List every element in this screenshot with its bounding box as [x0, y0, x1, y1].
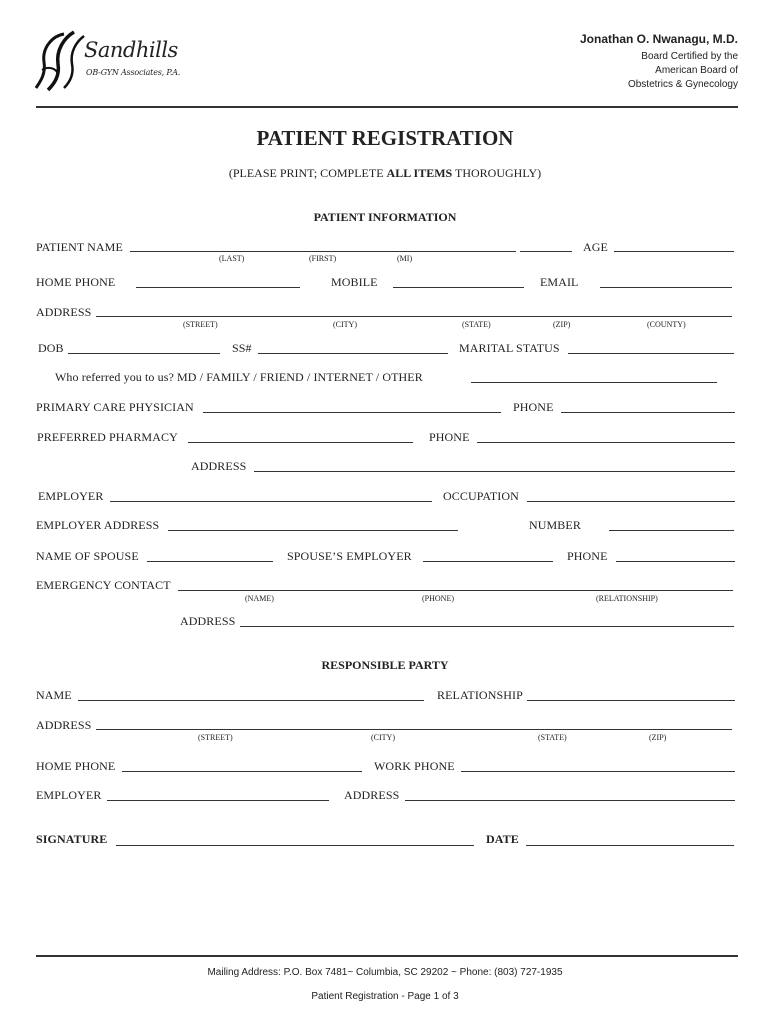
sub-rp-zip: (ZIP): [649, 733, 667, 742]
label-home-phone: HOME PHONE: [36, 275, 116, 289]
label-signature: SIGNATURE: [36, 832, 108, 846]
field-patient-name[interactable]: [130, 251, 516, 252]
label-address: ADDRESS: [36, 305, 92, 319]
sub-relationship: (RELATIONSHIP): [596, 594, 658, 603]
label-responsible-home-phone: HOME PHONE: [36, 759, 116, 773]
field-home-phone[interactable]: [136, 287, 300, 288]
logo-subtitle: OB-GYN Associates, P.A.: [86, 68, 181, 77]
field-email[interactable]: [600, 287, 732, 288]
sub-county: (COUNTY): [647, 320, 686, 329]
field-pharmacy-address[interactable]: [254, 471, 735, 472]
label-employer-address: EMPLOYER ADDRESS: [36, 518, 160, 532]
field-emergency-address[interactable]: [240, 626, 734, 627]
label-preferred-pharmacy: PREFERRED PHARMACY: [37, 430, 178, 444]
section-heading-responsible: RESPONSIBLE PARTY: [321, 658, 449, 672]
label-referral: Who referred you to us? MD / FAMILY / FRIEND / INTERNET / OTHER: [55, 370, 423, 384]
certification-line-2: American Board of: [655, 65, 738, 76]
sub-name: (NAME): [245, 594, 274, 603]
label-mobile: MOBILE: [331, 275, 378, 289]
field-date[interactable]: [526, 845, 734, 846]
field-patient-name-mi[interactable]: [520, 251, 572, 252]
instructions-bold: ALL ITEMS: [386, 166, 453, 180]
sub-rp-street: (STREET): [198, 733, 233, 742]
label-email: EMAIL: [540, 275, 579, 289]
label-patient-name: PATIENT NAME: [36, 240, 123, 254]
label-relationship: RELATIONSHIP: [437, 688, 523, 702]
certification-line-1: Board Certified by the: [641, 51, 738, 62]
label-spouse-employer: SPOUSE’S EMPLOYER: [287, 549, 412, 563]
field-signature[interactable]: [116, 845, 474, 846]
label-spouse-name: NAME OF SPOUSE: [36, 549, 139, 563]
sub-zip: (ZIP): [553, 320, 571, 329]
logo-name: Sandhills: [84, 38, 178, 62]
label-emergency-address: ADDRESS: [180, 614, 236, 628]
label-occupation: OCCUPATION: [443, 489, 519, 503]
field-employer-address[interactable]: [168, 530, 458, 531]
footer-divider: [36, 955, 738, 957]
field-employer[interactable]: [110, 501, 432, 502]
sub-street: (STREET): [183, 320, 218, 329]
label-responsible-address: ADDRESS: [36, 718, 92, 732]
field-responsible-employer[interactable]: [107, 800, 329, 801]
field-mobile[interactable]: [393, 287, 524, 288]
instructions: [0, 166, 770, 181]
label-pharmacy-address: ADDRESS: [191, 459, 247, 473]
label-primary-care-physician: PRIMARY CARE PHYSICIAN: [36, 400, 194, 414]
field-emergency-contact[interactable]: [178, 590, 733, 591]
field-occupation[interactable]: [527, 501, 735, 502]
sub-mi: (MI): [397, 254, 413, 263]
instructions-pre: (PLEASE PRINT; COMPLETE: [228, 166, 387, 180]
sub-rp-city: (CITY): [371, 733, 395, 742]
label-marital-status: MARITAL STATUS: [459, 341, 560, 355]
label-emergency-contact: EMERGENCY CONTACT: [36, 578, 171, 592]
certification-line-3: Obstetrics & Gynecology: [627, 79, 738, 90]
field-pharmacy-phone[interactable]: [477, 442, 735, 443]
field-responsible-employer-address[interactable]: [405, 800, 735, 801]
label-spouse-phone: PHONE: [567, 549, 608, 563]
field-responsible-home-phone[interactable]: [122, 771, 362, 772]
field-preferred-pharmacy[interactable]: [188, 442, 413, 443]
label-pcp-phone: PHONE: [513, 400, 554, 414]
label-dob: DOB: [38, 341, 64, 355]
field-relationship[interactable]: [527, 700, 735, 701]
field-spouse-phone[interactable]: [616, 561, 735, 562]
footer-page-number: Patient Registration - Page 1 of 3: [311, 991, 459, 1002]
label-responsible-name: NAME: [36, 688, 72, 702]
field-age[interactable]: [614, 251, 734, 252]
field-spouse-name[interactable]: [147, 561, 273, 562]
sub-city: (CITY): [333, 320, 357, 329]
section-heading-patient: PATIENT INFORMATION: [313, 210, 457, 224]
field-employer-number[interactable]: [609, 530, 734, 531]
label-responsible-employer-address: ADDRESS: [344, 788, 400, 802]
field-dob[interactable]: [68, 353, 220, 354]
sub-phone: (PHONE): [422, 594, 454, 603]
label-responsible-work-phone: WORK PHONE: [374, 759, 455, 773]
field-primary-care-physician[interactable]: [203, 412, 501, 413]
footer-mailing-address: Mailing Address: P.O. Box 7481~ Columbia, SC 29202 ~ Phone: (803) 727-1935: [207, 967, 563, 978]
label-employer: EMPLOYER: [38, 489, 104, 503]
label-employer-number: NUMBER: [529, 518, 581, 532]
header-divider: [36, 106, 738, 108]
instructions-post: THOROUGHLY): [452, 166, 542, 180]
field-spouse-employer[interactable]: [423, 561, 553, 562]
doctor-name: Jonathan O. Nwanagu, M.D.: [579, 32, 738, 46]
label-age: AGE: [583, 240, 608, 254]
field-responsible-address[interactable]: [96, 729, 732, 730]
field-referral-other[interactable]: [471, 382, 717, 383]
field-responsible-name[interactable]: [78, 700, 424, 701]
practice-logo: [34, 30, 204, 92]
page-title: PATIENT REGISTRATION: [256, 126, 514, 150]
sub-rp-state: (STATE): [538, 733, 567, 742]
field-address[interactable]: [96, 316, 732, 317]
label-date: DATE: [486, 832, 519, 846]
label-responsible-employer: EMPLOYER: [36, 788, 102, 802]
field-responsible-work-phone[interactable]: [461, 771, 735, 772]
field-pcp-phone[interactable]: [561, 412, 735, 413]
label-pharmacy-phone: PHONE: [429, 430, 470, 444]
sub-state: (STATE): [462, 320, 491, 329]
field-ssn[interactable]: [258, 353, 448, 354]
field-marital-status[interactable]: [568, 353, 734, 354]
label-ssn: SS#: [232, 341, 252, 355]
sub-last: (LAST): [219, 254, 245, 263]
sub-first: (FIRST): [309, 254, 337, 263]
